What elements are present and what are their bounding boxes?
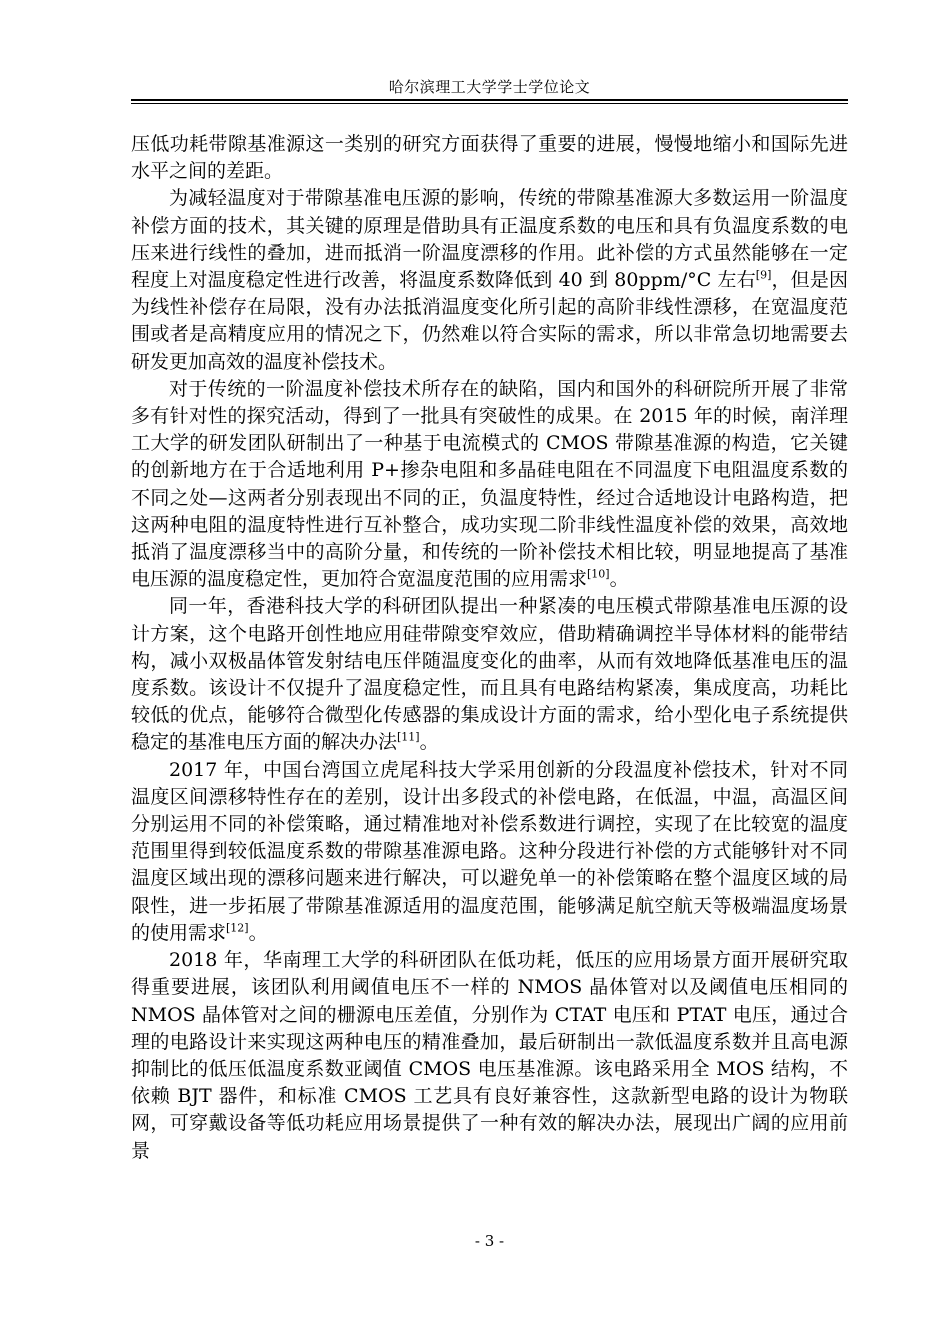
citation-ref: [10]	[587, 567, 610, 581]
paragraph-nfu-2017	[131, 757, 848, 947]
citation-ref: [11]	[397, 731, 420, 745]
running-header: 哈尔滨理工大学学士学位论文	[388, 78, 591, 96]
paragraph-text: 2017 年，中国台湾国立虎尾科技大学采用创新的分段温度补偿技术，针对不同温度区间漂移特性存在的差别，设计出多段式的补偿电路，在低温，中温，高温区间分别运用不同的补偿策略，通过精准地对补偿系数进行调控，实现了在比较宽的温度范围里得到较低温度系数的带隙基准源电路。这种分段进行补偿的方式能够针对不同温度区域出现的漂移问题来进行解决，可以避免单一的补偿策略在整个温度区域的局限性，进一步拓展了带隙基准源适用的温度范围，能够满足航空航天等极端温度场景的使用需求	[131, 758, 848, 944]
paragraph-text: 。	[609, 568, 629, 591]
paragraph-text: ，但是因为线性补偿存在局限，没有办法抵消温度变化所引起的高阶非线性漂移，在宽温度范围或者是高精度应用的情况之下，仍然难以符合实际的需求，所以非常急切地需要去研发更加高效的温度补偿技术。	[131, 269, 848, 373]
header-rule-thin	[131, 103, 848, 104]
paragraph-hkust	[131, 593, 848, 756]
paragraph-text: 为减轻温度对于带隙基准电压源的影响，传统的带隙基准源大多数运用一阶温度补偿方面的技术，其关键的原理是借助具有正温度系数的电压和具有负温度系数的电压来进行线性的叠加，进而抵消一阶温度漂移的作用。此补偿的方式虽然能够在一定程度上对温度稳定性进行改善，将温度系数降低到 40 到 80ppm/°C 左右	[131, 187, 848, 292]
citation-ref: [12]	[226, 921, 249, 935]
header-rule-thick	[131, 99, 848, 101]
citation-ref: [9]	[755, 268, 772, 282]
paragraph-scut-2018: 2018 年，华南理工大学的科研团队在低功耗，低压的应用场景方面开展研究取得重要进展，该团队利用阈值电压不一样的 NMOS 晶体管对以及阈值电压相同的 NMOS 晶体管对之间的栅源电压差值，分别作为 CTAT 电压和 PTAT 电压，通过合理的电路设计来实现这两种电压的精准叠加，最后研制出一款低温度系数并且高电源抑制比的低压低温度系数亚阈值 CMOS 电压基准源。该电路采用全 MOS 结构，不依赖 BJT 器件，和标准 CMOS 工艺具有良好兼容性，这款新型电路的设计为物联网，可穿戴设备等低功耗应用场景提供了一种有效的解决办法，展现出广阔的应用前景	[131, 949, 848, 1162]
paragraph-first-order-compensation	[131, 185, 848, 375]
paragraph-text: 。	[419, 731, 439, 754]
body-text	[131, 131, 848, 1165]
paragraph-text: 对于传统的一阶温度补偿技术所存在的缺陷，国内和国外的科研院所开展了非常多有针对性的探究活动，得到了一批具有突破性的成果。在 2015 年的时候，南洋理工大学的研发团队研制出了一种基于电流模式的 CMOS 带隙基准源的构造，它关键的创新地方在于合适地利用 P+掺杂电阻和多晶硅电阻在不同温度下电阻温度系数的不同之处—这两者分别表现出不同的正，负温度特性，经过合适地设计电路构造，把这两种电阻的温度特性进行互补整合，成功实现二阶非线性温度补偿的效果，高效地抵消了温度漂移当中的高阶分量，和传统的一阶补偿技术相比较，明显地提高了基准电压源的温度稳定性，更加符合宽温度范围的应用需求	[131, 377, 848, 591]
paragraph-text: 。	[248, 921, 268, 944]
paragraph-continued: 压低功耗带隙基准源这一类别的研究方面获得了重要的进展，慢慢地缩小和国际先进水平之间的差距。	[131, 133, 848, 183]
paragraph-text: 同一年，香港科技大学的科研团队提出一种紧凑的电压模式带隙基准电压源的设计方案，这个电路开创性地应用硅带隙变窄效应，借助精确调控半导体材料的能带结构，减小双极晶体管发射结电压伴随温度变化的曲率，从而有效地降低基准电压的温度系数。该设计不仅提升了温度稳定性，而且具有电路结构紧凑，集成度高，功耗比较低的优点，能够符合微型化传感器的集成设计方面的需求，给小型化电子系统提供稳定的基准电压方面的解决办法	[131, 595, 848, 754]
paragraph-ntu-2015	[131, 376, 848, 594]
page-number: - 3 -	[474, 1232, 505, 1250]
